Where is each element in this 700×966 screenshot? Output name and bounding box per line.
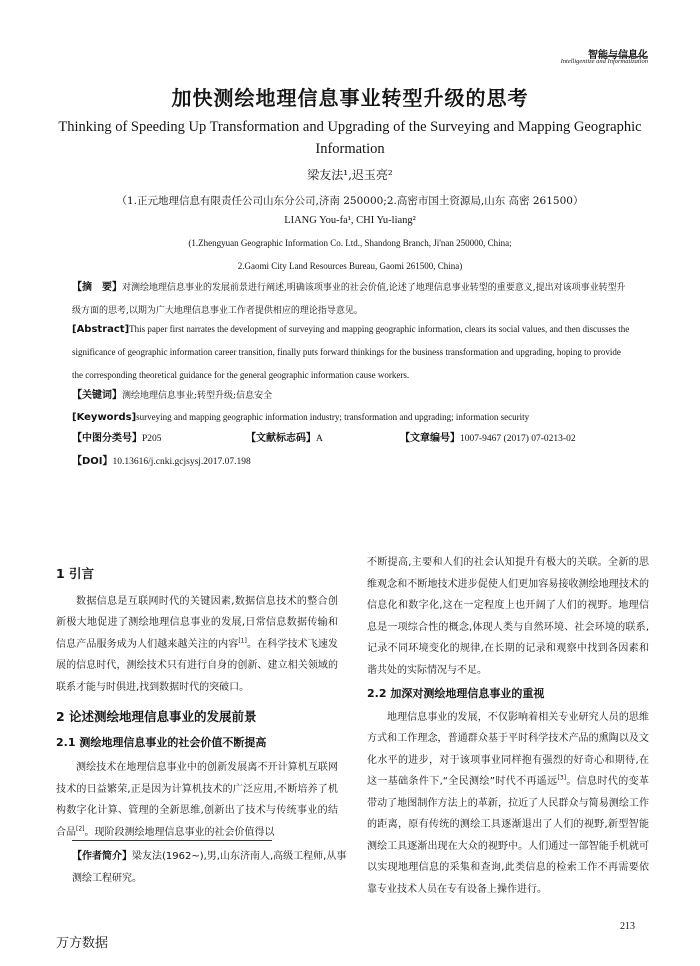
section-1-heading: 1 引言 <box>56 566 95 581</box>
section-2-1-paragraph: 测绘技术在地理信息事业中的创新发展离不开计算机互联网技术的日益繁荣,正是因为计算机技术的广泛应用,不断培养了机构数字化计算、管理的全新思维,创新出了技术与传统事业的结合品[2]。现阶段测绘地理信息事业的社会价值得以 <box>56 762 338 838</box>
doi-line <box>72 452 251 467</box>
journal-name-en: Intelligentize and Informatization <box>560 58 648 65</box>
authors-en: LIANG You-fa¹, CHI Yu-liang² <box>284 215 416 226</box>
affiliation-en-1: (1.Zhengyuan Geographic Information Co. Ltd., Shandong Branch, Ji'nan 250000, China; <box>188 238 512 248</box>
article-number: 【文章编号】1007-9467 (2017) 07-0213-02 <box>400 433 576 444</box>
footnote-text: 梁友法(1962~),男,山东济南人,高级工程师,从事测绘工程研究。 <box>72 851 347 884</box>
keywords-cn-label: 【关键词】 <box>72 390 122 401</box>
abstract-en-text: This paper first narrates the development of surveying and mapping geographic information, clears its social values, and then discusses the significance of geographic information career transition, finally puts forward thinkings for the business transformation and upgrading, hoping to provide the corresponding theoretical guidance for the general geographic information cause workers. <box>72 324 630 380</box>
abstract-cn-text: 对测绘地理信息事业的发展前景进行阐述,明确该项事业的社会价值,论述了地理信息事业转型的重要意义,提出对该项事业转型升级方面的思考,以期为广大地理信息事业工作者提供相应的理论指导意见。 <box>72 283 626 316</box>
abstract-cn <box>72 276 632 323</box>
citation-3: [3] <box>557 774 567 782</box>
keywords-en-label: [Keywords] <box>72 412 137 423</box>
clc-code: 【中图分类号】P205 <box>72 433 162 444</box>
keywords-en <box>72 406 632 429</box>
doi-label: 【DOI】 <box>72 456 113 467</box>
abstract-en <box>72 318 632 387</box>
right-column <box>367 552 649 900</box>
citation-2: [2] <box>76 825 85 833</box>
section-2-1-heading: 2.1 测绘地理信息事业的社会价值不断提高 <box>56 735 267 749</box>
author-footnote <box>72 846 354 890</box>
document-code: 【文献标志码】A <box>246 433 323 444</box>
section-2-2-paragraph: 地理信息事业的发展，不仅影响着相关专业研究人员的思维方式和工作理念，普通群众基于平时科学技术产品的熏陶以及文化水平的进步，对于该项事业同样抱有强烈的好奇心和期待,在这一基础条件下,“全民测绘”时代不再遥远[3]。信息时代的变革带动了地图制作方法上的革新，拉近了人民群众与简易测绘工作的距离，原有传统的测绘工具逐渐退出了人们的视野,新型智能测绘工具逐渐出现在大众的视野中。人们通过一部智能手机就可以实现地理信息的采集和查询,此类信息的检索工作不再需要依靠专业技术人员在专有设备上操作进行。 <box>367 711 649 895</box>
abstract-cn-label: 【摘 要】 <box>72 282 122 293</box>
keywords-en-text: surveying and mapping geographic information industry; transformation and upgrading; information security <box>136 412 530 422</box>
citation-1: [1] <box>238 637 247 645</box>
section-1-paragraph: 数据信息是互联网时代的关键因素,数据信息技术的整合创新极大地促进了测绘地理信息事业的发展,日常信息数据传输和信息产品服务成为人们越来越关注的内容[1]。在科学技术飞速发展的信息时代，测绘技术只有进行自身的创新、建立相关领域的联系才能与时俱进,找到数据时代的突破口。 <box>56 595 339 693</box>
section-2-heading: 2 论述测绘地理信息事业的发展前景 <box>56 709 257 724</box>
title-en: Thinking of Speeding Up Transformation and Upgrading of the Surveying and Mapping Geographic Information <box>58 119 642 157</box>
authors-cn: 梁友法¹,迟玉亮² <box>307 168 393 182</box>
journal-name-cn: 智能与信息化 <box>588 50 648 61</box>
right-continued-paragraph: 不断提高,主要和人们的社会认知提升有极大的关联。全新的思维观念和不断地技术进步促使人们更加容易接收测绘地理技术的信息化和数字化,这在一定程度上也开阔了人们的视野。地理信息是一项综合性的概念,体现人类与自然环境、社会环境的联系,记录不同环境变化的规律,在长期的记录和观察中找到各因素和谐共处的实际情况与不足。 <box>367 557 649 676</box>
abstract-en-label: [Abstract] <box>72 324 130 335</box>
header-rule <box>598 56 648 57</box>
watermark-text: 万方数据 <box>56 936 109 951</box>
doi-value: 10.13616/j.cnki.gcjsysj.2017.07.198 <box>112 457 251 467</box>
left-column <box>56 563 338 843</box>
footnote-label: 【作者简介】 <box>72 851 132 862</box>
title-cn: 加快测绘地理信息事业转型升级的思考 <box>171 86 529 110</box>
affiliation-en-2: 2.Gaomi City Land Resources Bureau, Gaomi 261500, China) <box>237 261 463 271</box>
page-number: 213 <box>620 921 635 932</box>
keywords-cn <box>72 384 632 408</box>
affiliation-cn: （1.正元地理信息有限责任公司山东分公司,济南 250000;2.高密市国土资源局,山东 高密 261500） <box>116 195 584 207</box>
keywords-cn-text: 测绘地理信息事业;转型升级;信息安全 <box>122 391 273 401</box>
section-2-2-heading: 2.2 加深对测绘地理信息事业的重视 <box>367 687 545 700</box>
footnote-rule <box>72 840 272 841</box>
